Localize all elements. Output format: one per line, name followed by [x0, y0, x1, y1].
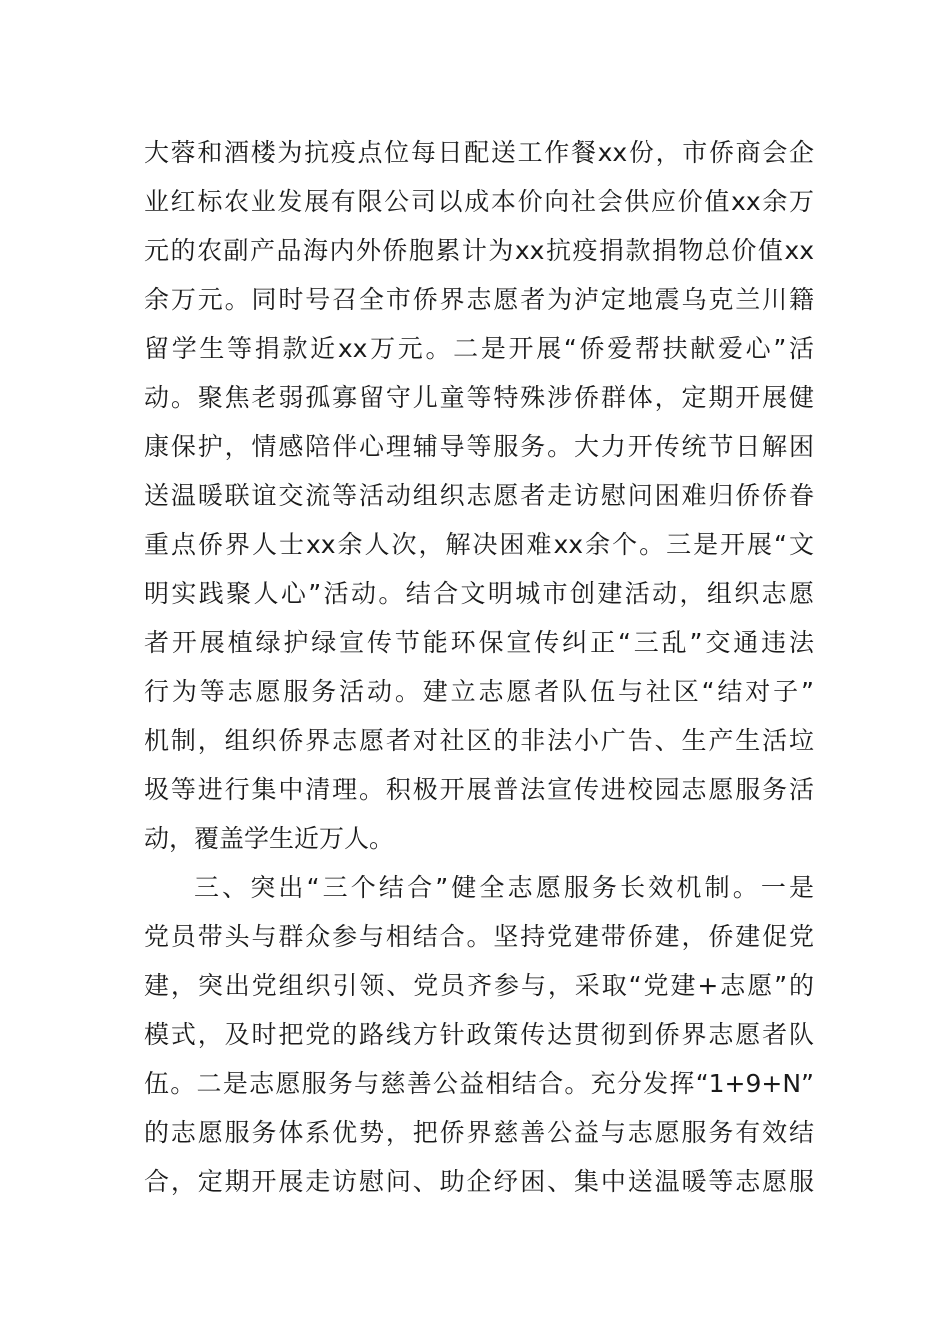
- text-line: 送温暖联谊交流等活动组织志愿者走访慰问困难归侨侨眷: [144, 481, 814, 510]
- body-text: [144, 128, 814, 1206]
- text-line: 明实践聚人心”活动。结合文明城市创建活动，组织志愿: [144, 579, 814, 608]
- text-line: 的志愿服务体系优势，把侨界慈善公益与志愿服务有效结: [144, 1118, 814, 1147]
- text-line: 元的农副产品海内外侨胞累计为xx抗疫捐款捐物总价值xx: [144, 236, 814, 265]
- text-line: 合，定期开展走访慰问、助企纾困、集中送温暖等志愿服: [144, 1167, 814, 1196]
- text-line: 机制，组织侨界志愿者对社区的非法小广告、生产生活垃: [144, 726, 814, 755]
- text-line: 康保护，情感陪伴心理辅导等服务。大力开传统节日解困: [144, 432, 814, 461]
- text-line: 动。聚焦老弱孤寡留守儿童等特殊涉侨群体，定期开展健: [144, 383, 814, 412]
- text-line: 行为等志愿服务活动。建立志愿者队伍与社区“结对子”: [144, 677, 814, 706]
- text-line: 者开展植绿护绿宣传节能环保宣传纠正“三乱”交通违法: [144, 628, 814, 657]
- text-line: 大蓉和酒楼为抗疫点位每日配送工作餐xx份，市侨商会企: [144, 138, 814, 167]
- text-line: 建，突出党组织引领、党员齐参与，采取“党建+志愿”的: [144, 971, 814, 1000]
- text-line: 圾等进行集中清理。积极开展普法宣传进校园志愿服务活: [144, 775, 814, 804]
- text-line: 余万元。同时号召全市侨界志愿者为泸定地震乌克兰川籍: [144, 285, 814, 314]
- text-line: 党员带头与群众参与相结合。坚持党建带侨建，侨建促党: [144, 922, 814, 951]
- text-line: 业红标农业发展有限公司以成本价向社会供应价值xx余万: [144, 187, 814, 216]
- text-line: 留学生等捐款近xx万元。二是开展“侨爱帮扶献爱心”活: [144, 334, 814, 363]
- text-line: 伍。二是志愿服务与慈善公益相结合。充分发挥“1+9+N”: [144, 1069, 814, 1098]
- text-line: 模式，及时把党的路线方针政策传达贯彻到侨界志愿者队: [144, 1020, 814, 1049]
- paragraph-end-line: 动，覆盖学生近万人。: [144, 824, 395, 853]
- text-line: 重点侨界人士xx余人次，解决困难xx余个。三是开展“文: [144, 530, 814, 559]
- section-heading-line: 三、突出“三个结合”健全志愿服务长效机制。一是: [194, 873, 814, 902]
